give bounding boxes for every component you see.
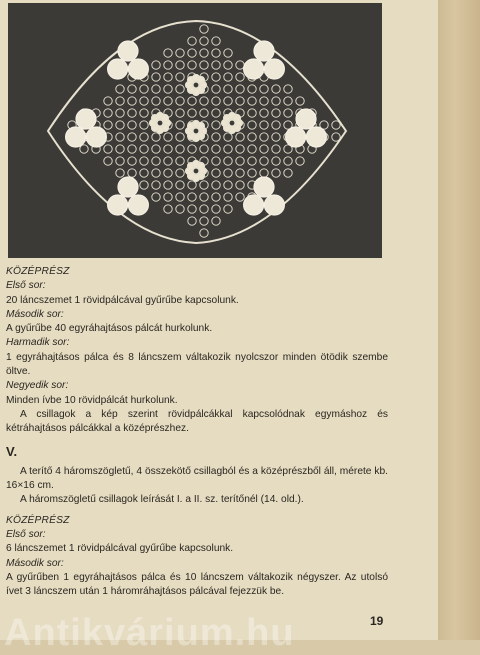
page-number: 19 (370, 614, 384, 628)
row-label-2: Második sor: (6, 308, 64, 320)
row-text-2: A gyűrűbe 40 egyráhajtásos pálcát hurkolunk. (6, 323, 213, 335)
row-label-1: Első sor: (6, 280, 46, 292)
row-label-6: Második sor: (6, 557, 64, 569)
section-title-kozepresz-2: KÖZÉPRÉSZ (6, 514, 70, 526)
row-label-3: Harmadik sor: (6, 337, 70, 349)
row-label-5: Első sor: (6, 529, 46, 541)
instructions-text (6, 265, 388, 600)
stars-note: A csillagok a kép szerint rövidpálcákkal kapcsolódnak egymáshoz és kétráhajtásos pálcákkal a középrészhez. (6, 408, 388, 435)
row-text-6: A gyűrűben 1 egyráhajtásos pálca és 10 láncszem váltakozik négyszer. Az utolsó ívet 3 láncszem után 1 háromráhajtásos pálcával fejezzük be. (6, 571, 388, 598)
watermark: Antikvárium.hu (4, 612, 295, 654)
pattern-reference: A háromszögletű csillagok leírását I. a II. sz. terítőnél (14. old.). (20, 494, 304, 506)
row-text-1: 20 láncszemet 1 rövidpálcával gyűrűbe kapcsolunk. (6, 294, 239, 306)
lace-doily-photo (8, 3, 382, 258)
book-spine (438, 0, 480, 640)
section-title-kozepresz: KÖZÉPRÉSZ (6, 266, 70, 277)
pattern-number: V. (6, 443, 18, 459)
pattern-description: A terítő 4 háromszögletű, 4 összekötő csillagból és a középrészből áll, mérete kb. 16×16 cm. (6, 465, 388, 492)
doily-illustration (8, 3, 382, 258)
row-label-4: Negyedik sor: (6, 380, 69, 392)
row-text-5: 6 láncszemet 1 rövidpálcával gyűrűbe kapcsolunk. (6, 543, 234, 555)
row-text-3: 1 egyráhajtásos pálca és 8 láncszem váltakozik nyolcszor minden ötödik szembe öltve. (6, 351, 388, 378)
row-text-4: Minden ívbe 10 rövidpálcát hurkolunk. (6, 394, 178, 406)
